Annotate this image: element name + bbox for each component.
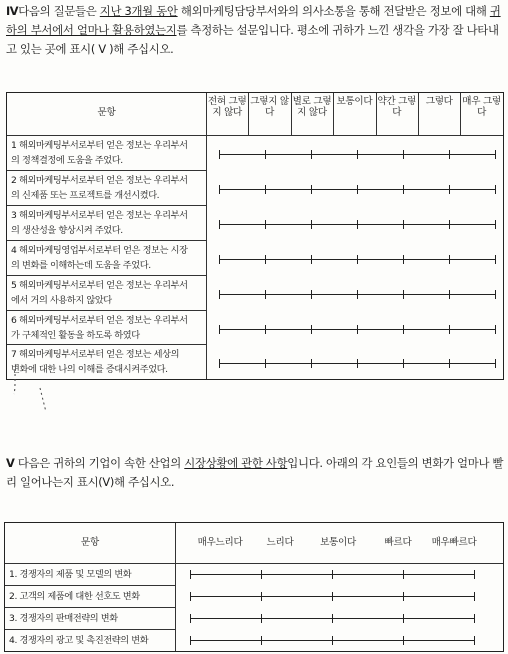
section4-question-line2: 에서 거의 사용하지 않았다 xyxy=(11,294,112,306)
section4-scale-header: 보통이다 xyxy=(336,96,373,107)
section4-scale-header: 그렇다 xyxy=(425,96,453,107)
section4-intro-part2: 해외마케팅담당부서와의 의사소통을 통해 전달받은 정보에 대해 xyxy=(177,4,490,18)
section4-question-line2: 변화에 대한 나의 이해를 증대시켜주었다. xyxy=(11,364,168,376)
section4-intro-focus: 귀하의 부서에서 얼마나 활용하였는지 xyxy=(6,4,501,37)
section4-question-line1: 6 해외마케팅부서로부터 얻은 정보는 우리부서 xyxy=(11,314,188,326)
section4-question-line2: 의 신제품 또는 프로젝트를 개선시켰다. xyxy=(11,189,160,201)
section4-question-line1: 5 해외마케팅부서로부터 얻은 정보는 우리부서 xyxy=(11,279,188,291)
section4-question-line2: 의 생산성을 향상시켜 주었다. xyxy=(11,224,123,236)
section4-question-line2: 의 변화를 이해하는데 도움을 주었다. xyxy=(11,259,151,271)
section4-scale-header: 약간 그렇다 xyxy=(377,96,417,118)
section4-question-line2: 의 정책결정에 도움을 주었다. xyxy=(11,155,123,166)
section5-question: 1. 경쟁자의 제품 및 모델의 변화 xyxy=(9,569,132,580)
section5-scale-header: 느리다 xyxy=(266,537,294,548)
section5-item-header: 문항 xyxy=(81,537,99,548)
section5-question: 3. 경쟁자의 판매전략의 변화 xyxy=(9,613,118,624)
section4-scale-header: 그렇지 않다 xyxy=(250,96,289,118)
section4-intro-part3: 를 측정하는 설문입니다. 평소에 귀하가 느낀 생각을 가장 잘 나타내고 있는 곳에 표시( V )해 주십시오. xyxy=(6,23,499,56)
section4-question-line1: 7 해외마케팅부서로부터 얻은 정보는 세상의 xyxy=(11,349,180,361)
section5-intro-focus: 시장상황에 관한 사항 xyxy=(184,456,288,470)
section4-intro-period: 지난 3개월 동안 xyxy=(99,4,178,18)
section4-numeral: Ⅳ xyxy=(6,4,19,18)
section4-item-header: 문항 xyxy=(97,107,116,118)
section5-intro-part1: 다음은 귀하의 기업이 속한 산업의 xyxy=(14,456,185,470)
section5-scale-header: 매우빠르다 xyxy=(431,537,477,548)
section4-question-line2: 가 구체적인 활동을 하도록 하였다 xyxy=(11,329,140,341)
section4-question-line1: 2 해외마케팅부서로부터 얻은 정보는 우리부서 xyxy=(11,174,188,186)
section4-scale-header: 별로 그렇지 않다 xyxy=(292,96,332,118)
section4-question-line1: 1 해외마케팅부서로부터 얻은 정보는 우리부서 xyxy=(11,140,188,151)
section5-numeral: Ⅴ xyxy=(6,456,15,470)
section4-scale-header: 매우 그렇다 xyxy=(462,96,501,118)
section4-question-line1: 4 해외마케팅영업부서로부터 얻은 정보는 시장 xyxy=(11,244,188,256)
section5-scale-header: 매우느리다 xyxy=(197,537,243,548)
section5-question: 2. 고객의 제품에 대한 선호도 변화 xyxy=(9,591,140,602)
section4-scale-header: 전혀 그렇지 않다 xyxy=(207,96,247,118)
section4-question-line1: 3 해외마케팅부서로부터 얻은 정보는 우리부서 xyxy=(11,209,188,221)
section5-scale-header: 보통이다 xyxy=(320,537,356,548)
section5-question: 4. 경쟁자의 광고 및 촉진전략의 변화 xyxy=(9,635,149,646)
section4-intro-part1: 다음의 질문들은 xyxy=(18,4,100,18)
section5-intro-part2: 입니다. 아래의 각 요인들의 변화가 얼마나 빨리 일어나는지 표시(V)해 주십시오. xyxy=(6,456,504,489)
section5-scale-header: 빠르다 xyxy=(384,537,412,548)
